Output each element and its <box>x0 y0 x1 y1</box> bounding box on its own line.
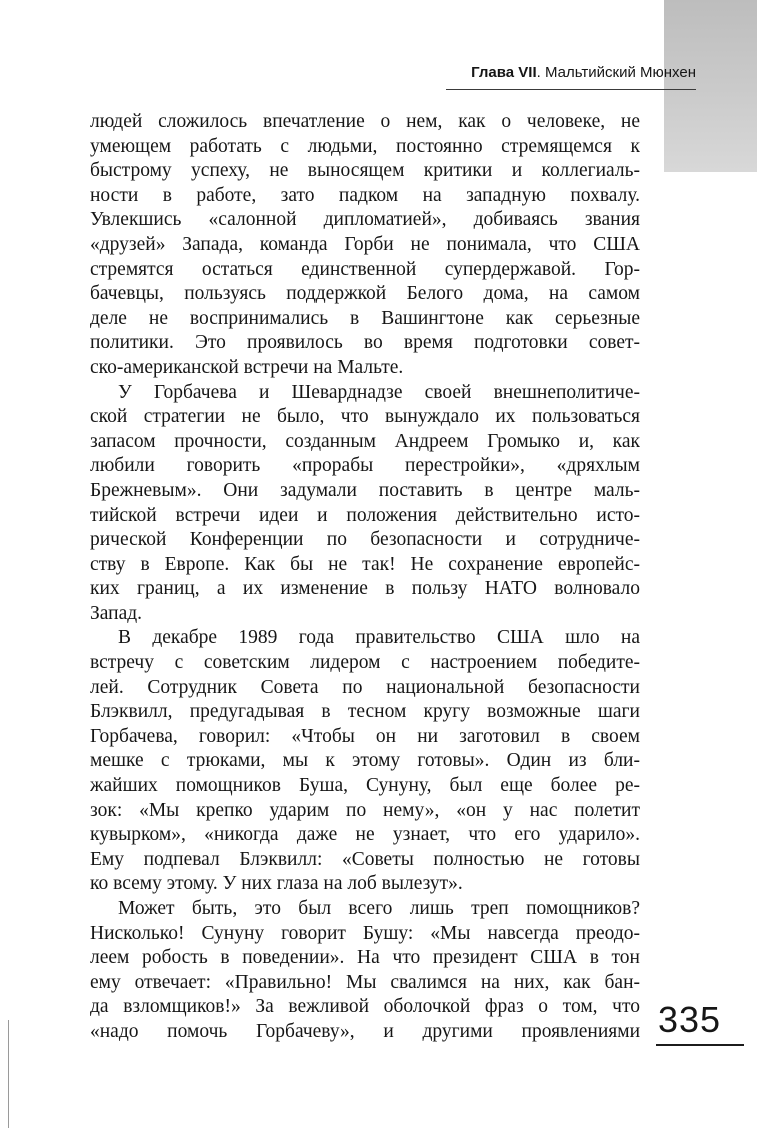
page-edge-line <box>8 1020 9 1128</box>
text-line: зок: «Мы крепко ударим по нему», «он у нас полетит <box>90 799 640 821</box>
text-line: Горбачева, говорил: «Чтобы он ни заготовил в своем <box>90 725 640 747</box>
text-line: Увлекшись «салонной дипломатией», добиваясь звания <box>90 209 640 231</box>
text-line: «друзей» Запада, команда Горби не понимала, что США <box>90 233 640 255</box>
body-text <box>90 110 640 1045</box>
text-line: людей сложилось впечатление о нем, как о человеке, не <box>90 111 640 132</box>
text-line: стремятся остаться единственной супердержавой. Гор- <box>90 258 640 280</box>
text-line: Ему подпевал Блэквилл: «Советы полностью не готовы <box>90 848 640 870</box>
text-line: мешке с трюками, мы к этому готовы». Один из бли- <box>90 750 640 772</box>
text-line: жайших помощников Буша, Сунуну, был еще более ре- <box>90 775 640 797</box>
text-line: запасом прочности, созданным Андреем Громыко и, как <box>90 430 640 452</box>
text-line: В декабре 1989 года правительство США шло на <box>118 627 640 649</box>
text-line: деле не воспринимались в Вашингтоне как серьезные <box>90 307 640 329</box>
text-line: бачевцы, пользуясь поддержкой Белого дома, на самом <box>90 283 640 305</box>
text-line: Нисколько! Сунуну говорит Бушу: «Мы навсегда преодо- <box>90 922 640 944</box>
page-number-rule <box>656 1044 744 1046</box>
text-line: Брежневым». Они задумали поставить в центре маль- <box>90 479 640 501</box>
text-line: Может быть, это был всего лишь треп помощников? <box>118 898 640 919</box>
text-line: встречу с советским лидером с настроением победите- <box>90 652 640 674</box>
text-line: ско-американской встречи на Мальте. <box>90 356 404 378</box>
text-line: ности в работе, зато падком на западную похвалу. <box>90 184 640 206</box>
header-separator: . <box>536 64 545 81</box>
page-corner-shading <box>664 0 757 172</box>
text-line: кувырком», «никогда даже не узнает, что его ударило». <box>90 824 640 846</box>
running-header <box>340 62 696 84</box>
text-line: быстрому успеху, не выносящем критики и коллегиаль- <box>90 160 640 182</box>
text-line: ству в Европе. Как бы не так! Не сохранение европейс- <box>90 553 640 575</box>
text-line: леем робость в поведении». На что президент США в тон <box>90 947 640 969</box>
text-line: умеющем работать с людьми, постоянно стремящемся к <box>90 135 640 157</box>
text-line: ко всему этому. У них глаза на лоб вылезут». <box>90 873 463 895</box>
text-line: лей. Сотрудник Совета по национальной безопасности <box>90 676 640 698</box>
text-line: ской стратегии не было, что вынуждало их пользоваться <box>90 406 640 428</box>
chapter-label: Глава VII <box>471 64 537 81</box>
text-line: рической Конференции по безопасности и сотрудниче- <box>90 529 640 551</box>
text-line: ему отвечает: «Правильно! Мы свалимся на них, как бан- <box>90 971 640 993</box>
text-line: ких границ, а их изменение в пользу НАТО волновало <box>90 578 640 600</box>
page-number: 335 <box>658 999 722 1040</box>
text-line: У Горбачева и Шеварднадзе своей внешнеполитиче- <box>118 381 640 403</box>
text-line: любили говорить «прорабы перестройки», «дряхлым <box>90 455 640 477</box>
text-line: Запад. <box>90 602 143 624</box>
text-line: да взломщиков!» За вежливой оболочкой фраз о том, что <box>90 996 640 1018</box>
text-line: политики. Это проявилось во время подготовки совет- <box>90 332 640 354</box>
text-line: Блэквилл, предугадывая в тесном кругу возможные шаги <box>90 701 640 723</box>
text-line: «надо помочь Горбачеву», и другими проявлениями <box>90 1020 640 1042</box>
text-line: тийской встречи идеи и положения действительно исто- <box>90 504 640 526</box>
chapter-title: Мальтийский Мюнхен <box>544 64 696 81</box>
header-rule <box>446 89 696 90</box>
